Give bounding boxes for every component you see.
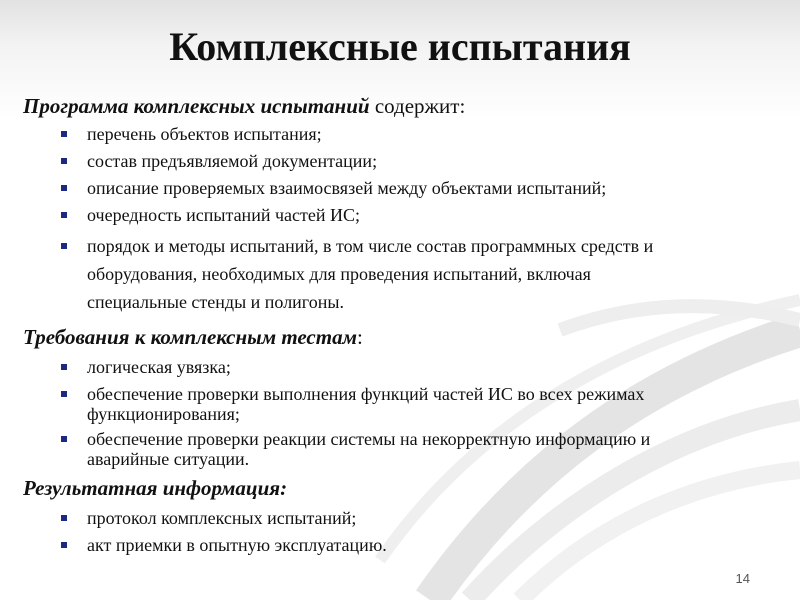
- page-number: 14: [735, 571, 750, 586]
- list-item-text: акт приемки в опытную эксплуатацию.: [87, 535, 387, 555]
- section-heading-results: [23, 474, 763, 502]
- square-bullet-icon: [61, 364, 67, 370]
- bullet-list-requirements: [23, 357, 763, 469]
- square-bullet-icon: [61, 515, 67, 521]
- list-item-text: обеспечение проверки выполнения функций частей ИС во всех режимах функционирования;: [87, 384, 645, 424]
- list-item: [23, 232, 687, 316]
- slide-title: Комплексные испытания: [169, 24, 631, 69]
- section-heading-emphasis: Программа комплексных испытаний: [23, 94, 370, 118]
- list-item-text: описание проверяемых взаимосвязей между объектами испытаний;: [87, 178, 607, 198]
- list-item: [23, 508, 763, 528]
- section-heading-program: [23, 92, 763, 120]
- list-item-text: очередность испытаний частей ИС;: [87, 205, 360, 225]
- section-heading-requirements: [23, 323, 763, 351]
- section-heading-rest: :: [356, 325, 363, 349]
- list-item-text: порядок и методы испытаний, в том числе состав программных средств и оборудования, необходимых для проведения испытаний, включая специальные стенды и полигоны.: [87, 236, 654, 312]
- square-bullet-icon: [61, 243, 67, 249]
- section-heading-rest: содержит:: [369, 94, 466, 118]
- list-item: [23, 429, 707, 469]
- list-item-text: обеспечение проверки реакции системы на некорректную информацию и аварийные ситуации.: [87, 429, 651, 469]
- list-item: [23, 178, 763, 198]
- bullet-list-program: [23, 124, 763, 316]
- list-item: [23, 384, 707, 424]
- square-bullet-icon: [61, 158, 67, 164]
- list-item-text: перечень объектов испытания;: [87, 124, 322, 144]
- list-item: [23, 205, 763, 225]
- list-item: [23, 151, 763, 171]
- section-heading-emphasis: Требования к комплексным тестам: [23, 325, 357, 349]
- list-item-text: состав предъявляемой документации;: [87, 151, 378, 171]
- list-item-text: протокол комплексных испытаний;: [87, 508, 357, 528]
- section-heading-emphasis: Результатная информация:: [23, 476, 288, 500]
- square-bullet-icon: [61, 185, 67, 191]
- square-bullet-icon: [61, 436, 67, 442]
- list-item: [23, 535, 763, 555]
- list-item: [23, 357, 763, 377]
- bullet-list-results: [23, 508, 763, 555]
- square-bullet-icon: [61, 391, 67, 397]
- square-bullet-icon: [61, 131, 67, 137]
- slide-content: [23, 92, 763, 562]
- square-bullet-icon: [61, 212, 67, 218]
- square-bullet-icon: [61, 542, 67, 548]
- list-item-text: логическая увязка;: [87, 357, 231, 377]
- list-item: [23, 124, 763, 144]
